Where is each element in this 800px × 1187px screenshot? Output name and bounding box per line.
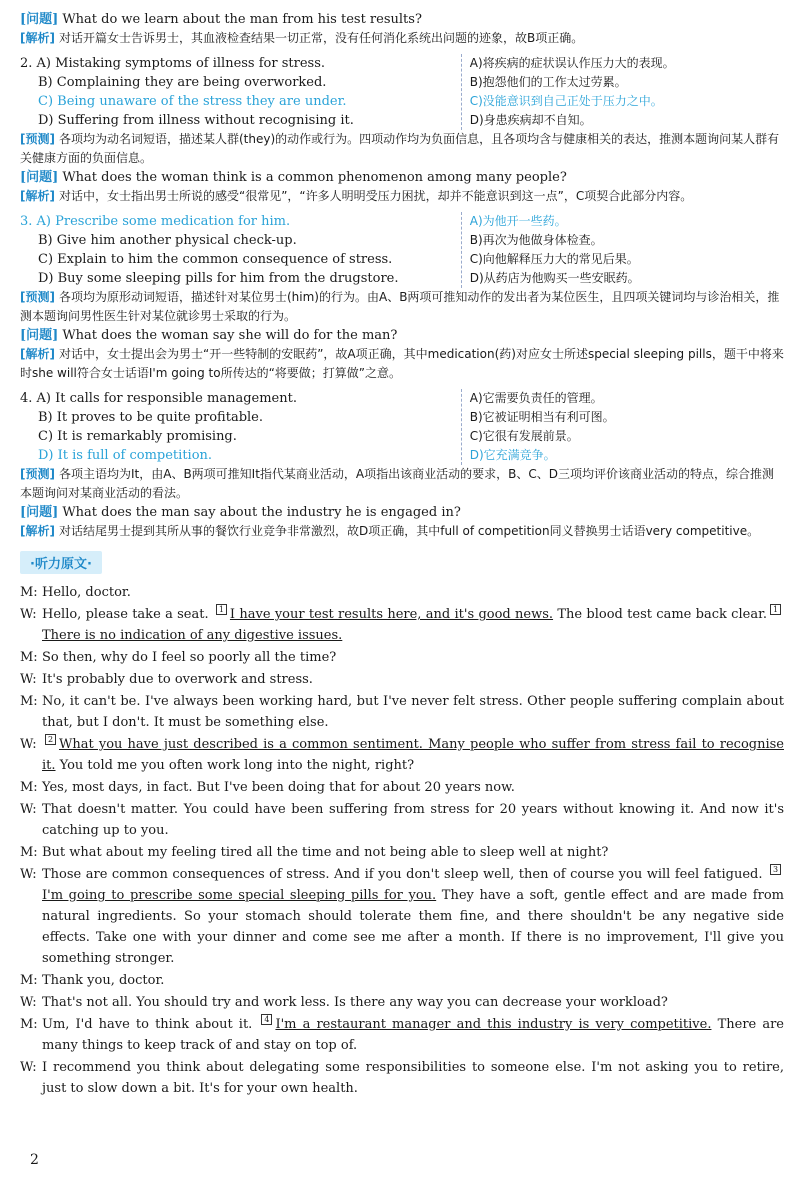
q3-predict: [预测] 各项均为原形动词短语，描述针对某位男士(him)的行为。由A、B两项可推知动作的发出者为某位医生，且四项关键词均与诊治相关，推测本题询问男性医生针对某位就诊男士采取的行为。 bbox=[20, 290, 780, 323]
q2-option-b-zh: B)抱怨他们的工作太过劳累。 bbox=[469, 75, 627, 89]
dialogue-line bbox=[20, 647, 784, 668]
transcript-banner: ·听力原文· bbox=[20, 551, 102, 574]
q3-options bbox=[20, 212, 784, 288]
q2-option-c-zh: C)没能意识到自己正处于压力之中。 bbox=[469, 94, 663, 108]
speaker-label: M: bbox=[20, 585, 38, 600]
q3-option-a: 3. A) Prescribe some medication for him. bbox=[20, 214, 291, 229]
q2-analysis: [解析] 对话中，女士指出男士所说的感受“很常见”，“许多人明明受压力困扰，却并不能意识到这一点”，C项契合此部分内容。 bbox=[20, 189, 693, 203]
q4-predict: [预测] 各项主语均为It，由A、B两项可推知It指代某商业活动，A项指出该商业活动的要求，B、C、D三项均评价该商业活动的特点，综合推测本题询问对某商业活动的看法。 bbox=[20, 467, 774, 500]
q4-option-c-zh: C)它很有发展前景。 bbox=[469, 429, 579, 443]
q3-option-d-zh: D)从药店为他购买一些安眠药。 bbox=[469, 271, 640, 285]
dialogue-line bbox=[20, 1014, 784, 1056]
dialogue-text: No, it can't be. I've always been working hard, but I've never felt stress. Other people suffering complain about that, but I don't. It must be something else. bbox=[42, 694, 784, 730]
q4-question: [问题] What does the man say about the industry he is engaged in? bbox=[20, 505, 461, 520]
q2-option-a-zh: A)将疾病的症状误认作压力大的表现。 bbox=[469, 56, 675, 70]
dialogue-text bbox=[42, 604, 784, 646]
dialogue-text bbox=[42, 864, 784, 969]
dialogue-line bbox=[20, 970, 784, 991]
dialogue-line bbox=[20, 669, 784, 690]
speaker-label: W: bbox=[20, 995, 37, 1010]
q2-option-d-zh: D)身患疾病却不自知。 bbox=[469, 113, 592, 127]
speaker-label: M: bbox=[20, 780, 38, 795]
speaker-label: W: bbox=[20, 672, 37, 687]
key-sentence: I have your test results here, and it's good news. bbox=[229, 607, 554, 622]
q3-option-c: C) Explain to him the common consequence of stress. bbox=[38, 252, 393, 267]
q4-option-d: D) It is full of competition. bbox=[38, 448, 213, 463]
question-marker: 1 bbox=[770, 604, 781, 615]
question-marker: 1 bbox=[216, 604, 227, 615]
q3-option-b: B) Give him another physical check-up. bbox=[38, 233, 297, 248]
speaker-label: W: bbox=[20, 737, 37, 752]
q2-option-a: 2. A) Mistaking symptoms of illness for stress. bbox=[20, 56, 325, 71]
dialogue-text bbox=[42, 1014, 784, 1056]
dialogue-text: Yes, most days, in fact. But I've been doing that for about 20 years now. bbox=[42, 780, 515, 795]
q4-option-c: C) It is remarkably promising. bbox=[38, 429, 237, 444]
key-sentence: I'm going to prescribe some special sleeping pills for you. bbox=[42, 888, 437, 903]
q4-option-d-zh: D)它充满竞争。 bbox=[469, 448, 556, 462]
q3-question: [问题] What does the woman say she will do for the man? bbox=[20, 328, 398, 343]
dialogue-line bbox=[20, 799, 784, 841]
dialogue-segment: Um, I'd have to think about it. bbox=[42, 1017, 253, 1032]
q2-question: [问题] What does the woman think is a common phenomenon among many people? bbox=[20, 170, 567, 185]
key-sentence: I'm a restaurant manager and this industry is very competitive. bbox=[275, 1017, 712, 1032]
dialogue-line bbox=[20, 691, 784, 733]
dialogue-segment: You told me you often work long into the night, right? bbox=[55, 758, 415, 773]
speaker-label: W: bbox=[20, 1060, 37, 1075]
dialogue-line bbox=[20, 582, 784, 603]
q2-option-d: D) Suffering from illness without recognising it. bbox=[38, 113, 354, 128]
speaker-label: W: bbox=[20, 867, 37, 882]
q4-option-a-zh: A)它需要负责任的管理。 bbox=[469, 391, 603, 405]
dialogue-text: That's not all. You should try and work less. Is there any way you can decrease your workload? bbox=[42, 995, 668, 1010]
dialogue-text: I recommend you think about delegating some responsibilities to someone else. I'm not asking you to retire, just to slow down a bit. It's for your own health. bbox=[42, 1060, 784, 1096]
q2-options bbox=[20, 54, 784, 130]
q3-option-b-zh: B)再次为他做身体检查。 bbox=[469, 233, 603, 247]
q3-option-d: D) Buy some sleeping pills for him from the drugstore. bbox=[38, 271, 399, 286]
dialogue-line bbox=[20, 992, 784, 1013]
dialogue-text: Hello, doctor. bbox=[42, 585, 131, 600]
speaker-label: M: bbox=[20, 1017, 38, 1032]
dialogue-segment: Hello, please take a seat. bbox=[42, 607, 209, 622]
q3-option-a-zh: A)为他开一些药。 bbox=[469, 214, 567, 228]
dialogue-line bbox=[20, 604, 784, 646]
speaker-label: M: bbox=[20, 694, 38, 709]
dialogue-line bbox=[20, 1057, 784, 1099]
dialogue-line bbox=[20, 734, 784, 776]
question-marker: 2 bbox=[45, 734, 56, 745]
q1-analysis: [解析] 对话开篇女士告诉男士，其血液检查结果一切正常，没有任何消化系统出问题的迹象，故B项正确。 bbox=[20, 31, 584, 45]
q3-option-c-zh: C)向他解释压力大的常见后果。 bbox=[469, 252, 639, 266]
q4-option-b: B) It proves to be quite profitable. bbox=[38, 410, 263, 425]
page-number: 2 bbox=[30, 1152, 39, 1168]
speaker-label: M: bbox=[20, 973, 38, 988]
q3-analysis: [解析] 对话中，女士提出会为男士“开一些特制的安眠药”，故A项正确，其中medication(药)对应女士所述special sleeping pills，题干中将来时she will符合女士话语I'm going to所传达的“将要做；打算做”之意。 bbox=[20, 347, 784, 380]
q4-analysis: [解析] 对话结尾男士提到其所从事的餐饮行业竞争非常激烈，故D项正确，其中full of competition同义替换男士话语very competitive。 bbox=[20, 524, 760, 538]
question-marker: 3 bbox=[770, 864, 781, 875]
q2-option-b: B) Complaining they are being overworked. bbox=[38, 75, 327, 90]
dialogue-text: That doesn't matter. You could have been suffering from stress for 20 years without knowing it. And now it's catching up to you. bbox=[42, 802, 784, 838]
q1-question: [问题] What do we learn about the man from his test results? bbox=[20, 12, 422, 27]
dialogue-text bbox=[42, 734, 784, 776]
dialogue-text: So then, why do I feel so poorly all the time? bbox=[42, 650, 337, 665]
q4-option-b-zh: B)它被证明相当有利可图。 bbox=[469, 410, 615, 424]
q2-predict: [预测] 各项均为动名词短语，描述某人群(they)的动作或行为。四项动作均为负面信息，且各项均含与健康相关的表达，推测本题询问某人群有关健康方面的负面信息。 bbox=[20, 132, 780, 165]
dialogue-segment: Those are common consequences of stress. And if you don't sleep well, then of course you will feel fatigued. bbox=[42, 867, 763, 882]
dialogue-segment: There are many things to keep track of and stay on top of. bbox=[42, 1017, 784, 1053]
question-marker: 4 bbox=[261, 1014, 272, 1025]
speaker-label: M: bbox=[20, 845, 38, 860]
dialogue-text: It's probably due to overwork and stress. bbox=[42, 672, 313, 687]
speaker-label: W: bbox=[20, 607, 37, 622]
dialogue-segment: They have a soft, gentle effect and are made from natural ingredients. So your stomach should tolerate them fine, and there shouldn't be any negative side effects. Take one with your dinner and come see me after a month. If there is no improvement, I'll give you something stronger. bbox=[42, 888, 784, 966]
q4-option-a: 4. A) It calls for responsible management. bbox=[20, 391, 297, 406]
key-sentence: There is no indication of any digestive issues. bbox=[42, 628, 343, 643]
key-sentence: What you have just described is a common sentiment. Many people who suffer from stress fail to recognise it. bbox=[42, 737, 784, 773]
dialogue-line bbox=[20, 864, 784, 969]
transcript bbox=[20, 582, 784, 1099]
q2-option-c: C) Being unaware of the stress they are under. bbox=[38, 94, 347, 109]
q4-options bbox=[20, 389, 784, 465]
dialogue-text: But what about my feeling tired all the time and not being able to sleep well at night? bbox=[42, 845, 609, 860]
dialogue-line bbox=[20, 777, 784, 798]
dialogue-text: Thank you, doctor. bbox=[42, 973, 165, 988]
dialogue-line bbox=[20, 842, 784, 863]
dialogue-segment: The blood test came back clear. bbox=[553, 607, 767, 622]
speaker-label: M: bbox=[20, 650, 38, 665]
speaker-label: W: bbox=[20, 802, 37, 817]
page bbox=[20, 10, 784, 1100]
